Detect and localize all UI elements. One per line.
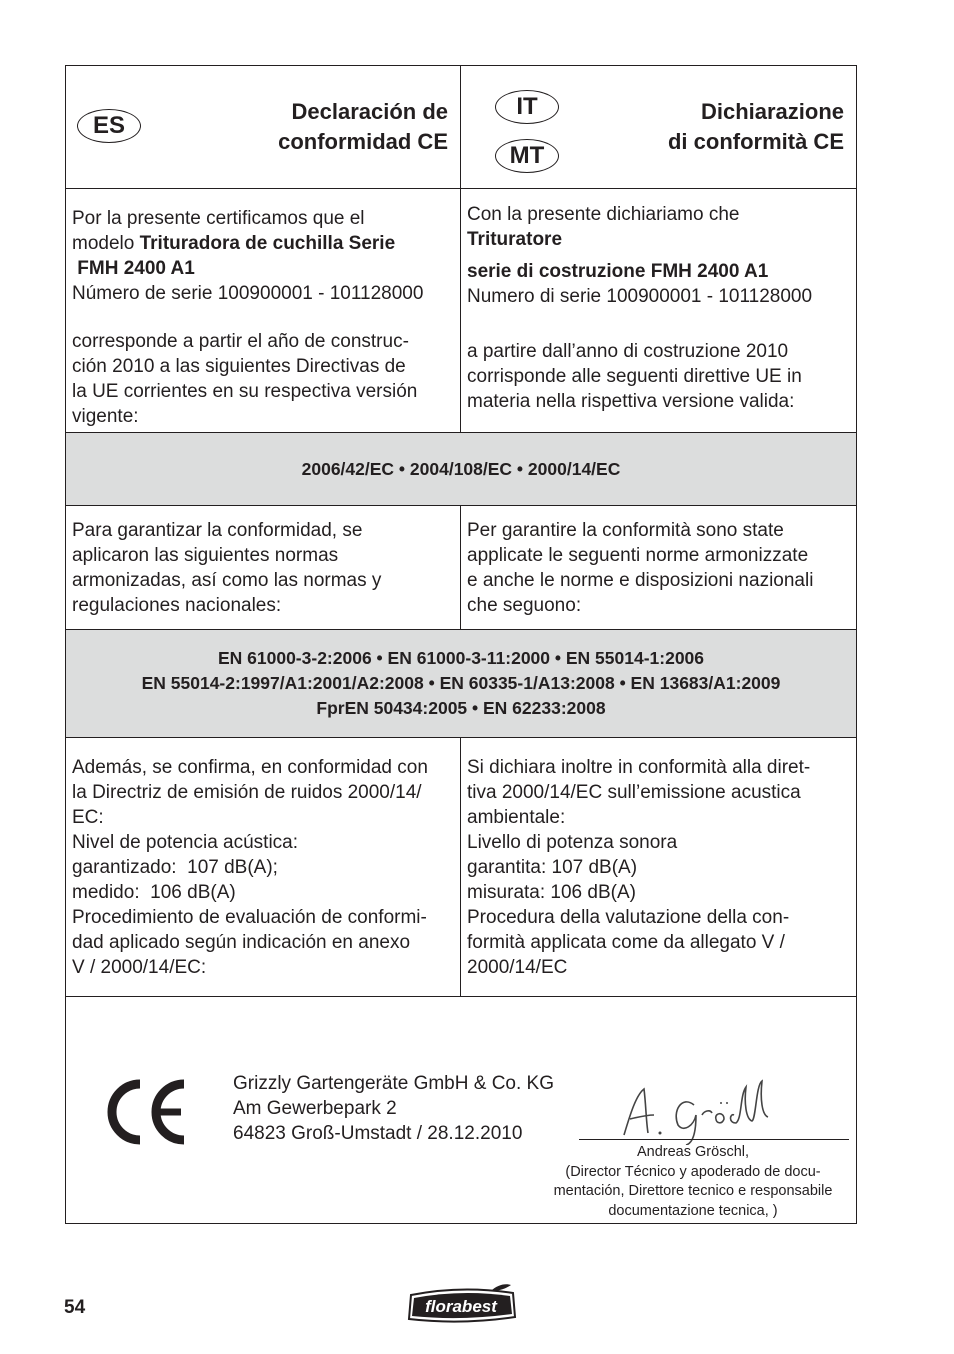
noise-it-line: tiva 2000/14/EC sull’emissione acustica: [467, 782, 801, 803]
intro-it-line: materia nella rispettiva versione valida:: [467, 391, 795, 412]
header-it: [461, 66, 856, 188]
noise-it: [461, 738, 856, 996]
noise-es-line: Procedimiento de evaluación de conformi-: [72, 907, 427, 928]
serial-es: Número de serie 100900001 - 101128000: [72, 283, 424, 304]
intro-es-line: vigente:: [72, 406, 139, 427]
intro-es-line: [72, 231, 454, 256]
noise-it-line: Livello di potenza sonora: [467, 832, 678, 853]
title-es-line-1: Declaración de: [291, 99, 448, 124]
noise-it-measured: misurata: 106 dB(A): [467, 882, 636, 903]
serial-it: Numero di serie 100900001 - 101128000: [467, 286, 813, 307]
header-es: [66, 66, 461, 188]
intro-es: [66, 189, 461, 432]
noise-es-measured: medido: 106 dB(A): [72, 882, 236, 903]
signature-line: [579, 1139, 849, 1140]
company-city-date: 64823 Groß-Umstadt / 28.12.2010: [233, 1123, 523, 1144]
noise-es-guaranteed: garantizado: 107 dB(A);: [72, 857, 278, 878]
badge-mt: MT: [495, 139, 559, 173]
title-it-line-2: di conformità CE: [667, 129, 844, 154]
signer-role: (Director Técnico y apoderado de docu-: [565, 1163, 821, 1180]
florabest-logo: [405, 1283, 517, 1325]
company-address: [233, 1071, 554, 1146]
norms-it-line: che seguono:: [467, 595, 582, 616]
noise-es-line: dad aplicado según indicación en anexo: [72, 932, 411, 953]
signer-role: mentación, Direttore tecnico e responsabile: [553, 1183, 833, 1199]
norm-line: EN 61000-3-2:2006 • EN 61000-3-11:2000 • EN 55014-1:2006: [217, 648, 705, 668]
intro-es-line: corresponde a partir el año de construc-: [72, 331, 409, 352]
norms-es-line: armonizadas, así como las normas y: [72, 570, 382, 591]
signature-row: [66, 997, 856, 1223]
badge-it: IT: [495, 90, 559, 124]
noise-it-guaranteed: garantita: 107 dB(A): [467, 857, 638, 878]
noise-es-line: V / 2000/14/EC:: [72, 957, 207, 978]
title-es: [278, 97, 448, 157]
logo-text: florabest: [425, 1297, 497, 1316]
noise-it-line: Procedura della valutazione della con-: [467, 907, 790, 928]
norms-intro-es: [66, 506, 461, 629]
intro-es-line: la UE corrientes en su respectiva versión: [72, 381, 418, 402]
norms-row: [66, 630, 856, 738]
signer-block: [532, 1143, 854, 1221]
directives-row: [66, 433, 856, 506]
norms-it-line: e anche le norme e disposizioni nazionali: [467, 570, 814, 591]
intro-row: [66, 189, 856, 433]
product-name-es: Trituradora de cuchilla Serie: [139, 233, 396, 254]
intro-es-line: ción 2010 a las siguientes Directivas de: [72, 356, 406, 377]
signer-role: documentazione tecnica, ): [608, 1202, 778, 1219]
noise-it-line: ambientale:: [467, 807, 566, 828]
declaration-document: [65, 65, 857, 1224]
header-row: [66, 66, 856, 189]
norms-es-line: regulaciones nacionales:: [72, 595, 282, 616]
title-it-line-1: Dichiarazione: [700, 99, 844, 124]
norms-it-line: Per garantire la conformità sono state: [467, 520, 784, 541]
intro-es-prefix: modelo: [72, 233, 140, 254]
norms-it-line: applicate le seguenti norme armonizzate: [467, 545, 809, 566]
noise-it-line: Si dichiara inoltre in conformità alla diret-: [467, 757, 811, 778]
intro-it-line: Con la presente dichiariamo che: [467, 204, 740, 225]
page-number: 54: [64, 1297, 86, 1318]
noise-es: [66, 738, 461, 996]
signer-name: Andreas Gröschl,: [636, 1144, 750, 1160]
noise-row: [66, 738, 856, 997]
product-name-it: Trituratore: [467, 229, 563, 250]
norm-line: EN 55014-2:1997/A1:2001/A2:2008 • EN 60335-1/A13:2008 • EN 13683/A1:2009: [141, 673, 781, 693]
badge-es: ES: [77, 109, 141, 143]
intro-it: [461, 189, 856, 432]
norms-es-line: Para garantizar la conformidad, se: [72, 520, 363, 541]
noise-es-line: EC:: [72, 807, 104, 828]
noise-es-line: Además, se confirma, en conformidad con: [72, 757, 428, 778]
intro-it-line: a partire dall’anno di costruzione 2010: [467, 341, 789, 362]
model-es: FMH 2400 A1: [72, 258, 195, 279]
ce-mark-icon: [106, 1079, 188, 1145]
intro-it-line: corrisponde alle seguenti direttive UE in: [467, 366, 802, 387]
noise-it-line: 2000/14/EC: [467, 957, 568, 978]
company-street: Am Gewerbepark 2: [233, 1098, 397, 1119]
norms-intro-row: [66, 506, 856, 630]
noise-it-line: formità applicata come da allegato V /: [467, 932, 785, 953]
norm-line: FprEN 50434:2005 • EN 62233:2008: [316, 698, 606, 718]
title-it: [668, 97, 844, 157]
title-es-line-2: conformidad CE: [278, 129, 448, 154]
noise-es-line: la Directriz de emisión de ruidos 2000/14/: [72, 782, 422, 803]
company-name: Grizzly Gartengeräte GmbH & Co. KG: [233, 1073, 554, 1094]
norms-es-line: aplicaron las siguientes normas: [72, 545, 339, 566]
directives-list: 2006/42/EC • 2004/108/EC • 2000/14/EC: [301, 459, 621, 479]
intro-es-line: Por la presente certificamos que el: [72, 208, 365, 229]
noise-es-line: Nivel de potencia acústica:: [72, 832, 299, 853]
model-it: serie di costruzione FMH 2400 A1: [467, 261, 769, 282]
norms-intro-it: [461, 506, 856, 629]
handwritten-signature: [616, 1075, 806, 1145]
